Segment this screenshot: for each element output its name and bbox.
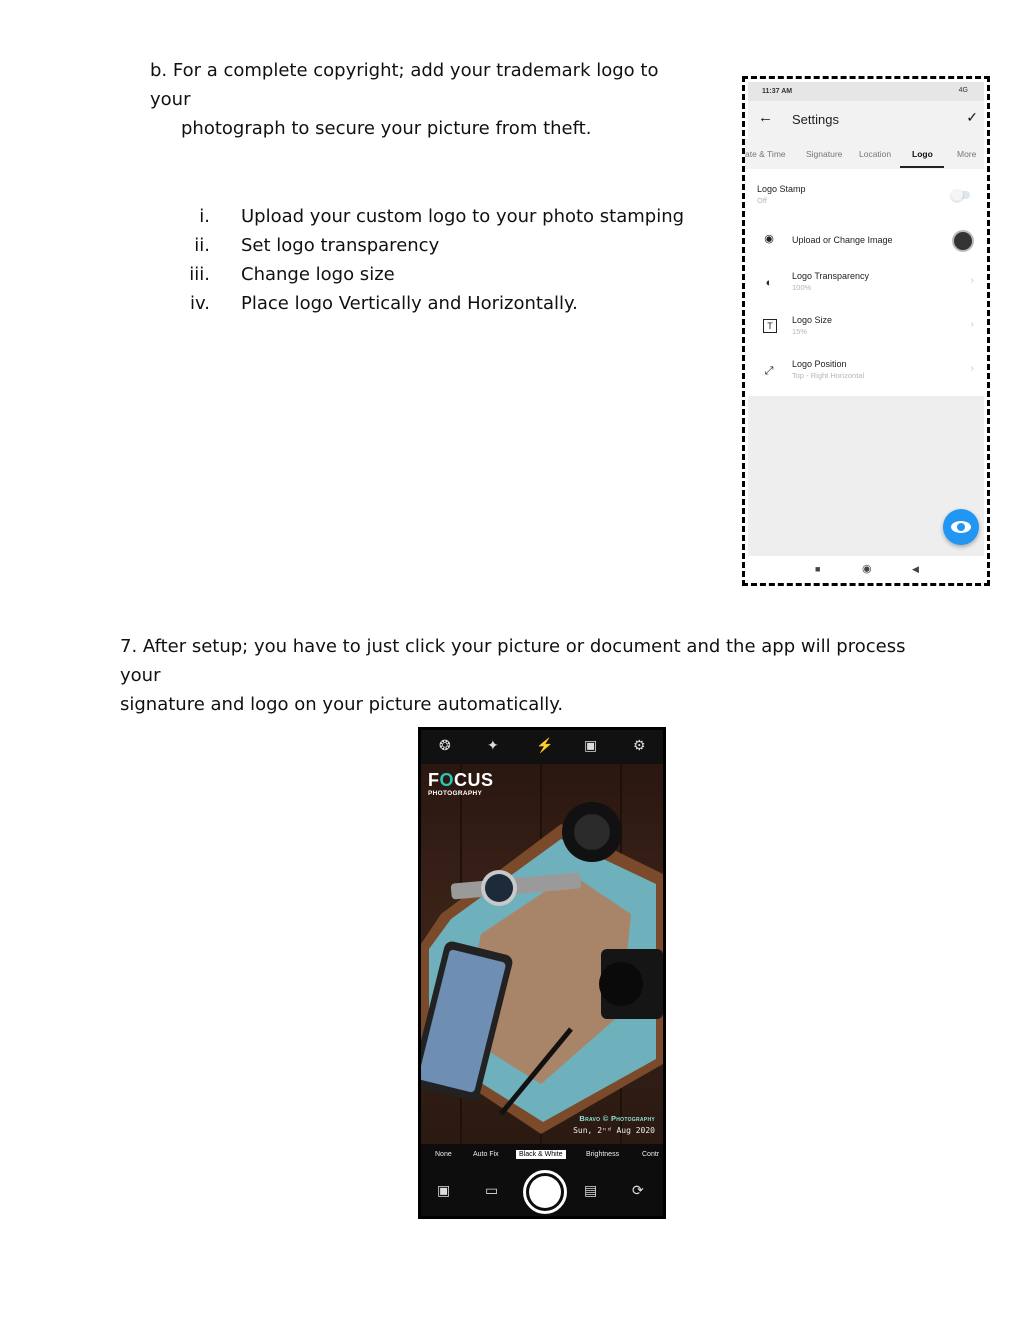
settings-screenshot — [742, 76, 990, 586]
page-title: Settings — [792, 112, 839, 127]
list-item-text: Upload your custom logo to your photo stamping — [241, 206, 685, 227]
settings-tabs — [745, 139, 984, 169]
list-item — [150, 202, 690, 231]
signature-watermark: Bravo © Photography — [579, 1114, 655, 1123]
image-icon: ◉ — [764, 233, 774, 245]
focus-logo-subtitle: PHOTOGRAPHY — [428, 790, 483, 797]
row-subtitle: Off — [757, 196, 767, 205]
status-bar — [748, 82, 984, 101]
list-item — [150, 260, 690, 289]
row-subtitle: Top - Right Horizontal — [792, 371, 865, 380]
tab-signature[interactable]: Signature — [806, 149, 843, 159]
filter-contrast[interactable]: Contr — [642, 1151, 660, 1158]
camera-viewfinder[interactable] — [421, 764, 663, 1144]
tab-date-time[interactable]: ate & Time — [745, 149, 786, 159]
position-arrows-icon: ⤢ — [764, 365, 774, 377]
section-7-line2: signature and logo on your picture automatically. — [120, 694, 564, 715]
preview-eye-button[interactable] — [943, 509, 979, 545]
row-subtitle: 15% — [792, 327, 808, 336]
home-circle-icon[interactable]: ◉ — [862, 563, 872, 575]
row-title: Logo Size — [792, 315, 833, 325]
recents-square-icon[interactable]: ■ — [815, 564, 821, 574]
focus-logo-o: O — [439, 770, 455, 790]
video-camera-icon[interactable]: ▭ — [485, 1182, 499, 1198]
camera-bottom-toolbar — [421, 1166, 663, 1219]
back-triangle-icon[interactable]: ◀ — [912, 564, 919, 574]
row-title: Logo Transparency — [792, 271, 870, 281]
row-title: Logo Stamp — [757, 184, 806, 194]
aperture-icon[interactable]: ❂ — [439, 737, 451, 753]
focus-logo-cus: CUS — [454, 770, 494, 790]
section-b-line1: b. For a complete copyright; add your trademark logo to your — [150, 60, 659, 110]
list-item-text: Change logo size — [241, 264, 395, 285]
chevron-right-icon: › — [970, 363, 974, 374]
enhance-icon[interactable]: ▣ — [584, 737, 598, 753]
list-item-number: iii. — [189, 264, 210, 285]
shutter-button[interactable] — [523, 1170, 567, 1214]
logo-size-row[interactable] — [748, 306, 984, 346]
logo-position-row[interactable] — [748, 350, 984, 390]
tab-location[interactable]: Location — [859, 149, 892, 159]
list-item-text: Place logo Vertically and Horizontally. — [241, 293, 578, 314]
filter-black-white[interactable]: Black & White — [516, 1150, 566, 1159]
eye-pupil — [957, 523, 965, 531]
filter-none[interactable]: None — [435, 1151, 452, 1158]
settings-header — [748, 101, 984, 139]
date-watermark: Sun, 2ⁿᵈ Aug 2020 — [573, 1126, 655, 1135]
list-item — [150, 289, 690, 318]
filter-brightness[interactable]: Brightness — [586, 1151, 620, 1158]
section-7-paragraph — [120, 632, 920, 719]
list-item-number: i. — [199, 206, 210, 227]
photo-scene — [421, 764, 663, 1144]
filter-strip — [421, 1144, 663, 1166]
upload-image-row[interactable] — [748, 218, 984, 258]
filter-auto-fix[interactable]: Auto Fix — [473, 1151, 499, 1158]
logo-stamp-toggle[interactable] — [952, 191, 970, 199]
focus-logo-stamp — [428, 770, 494, 791]
android-nav-bar — [748, 556, 984, 584]
list-item-text: Set logo transparency — [241, 235, 440, 256]
row-title: Logo Position — [792, 359, 847, 369]
status-time: 11:37 AM — [762, 88, 793, 95]
flash-off-icon[interactable]: ⚡ — [536, 737, 554, 753]
list-item-number: ii. — [194, 235, 210, 256]
tab-more[interactable]: More — [957, 149, 977, 159]
focus-logo-f: F — [428, 770, 440, 790]
logo-transparency-row[interactable] — [748, 262, 984, 302]
magic-wand-icon[interactable]: ✦ — [487, 737, 499, 753]
row-subtitle: 100% — [792, 283, 812, 292]
transparency-icon: ◐ — [765, 277, 773, 289]
signal-indicator: 4G — [958, 87, 968, 94]
section-b-paragraph — [150, 56, 690, 143]
active-tab-indicator — [900, 166, 944, 168]
list-item — [150, 231, 690, 260]
text-size-icon: T — [763, 319, 777, 333]
shutter-inner — [529, 1176, 561, 1208]
row-title: Upload or Change Image — [792, 235, 893, 245]
section-7-line1: 7. After setup; you have to just click your picture or document and the app will process your — [120, 636, 906, 686]
check-icon[interactable]: ✓ — [966, 109, 978, 125]
chevron-right-icon: › — [970, 319, 974, 330]
logo-settings-list — [748, 171, 984, 396]
logo-stamp-row[interactable] — [748, 171, 984, 211]
photos-icon[interactable]: ▤ — [584, 1182, 598, 1198]
back-arrow-icon[interactable]: ← — [758, 109, 773, 126]
gear-icon[interactable]: ⚙ — [633, 737, 646, 753]
tab-logo[interactable]: Logo — [912, 149, 933, 159]
camera-screenshot — [418, 727, 666, 1219]
logo-preview-icon — [952, 230, 974, 252]
camera-top-toolbar — [421, 730, 663, 764]
chevron-right-icon: › — [970, 275, 974, 286]
gallery-icon[interactable]: ▣ — [437, 1182, 451, 1198]
section-b-line2: photograph to secure your picture from theft. — [181, 118, 592, 139]
list-item-number: iv. — [190, 293, 210, 314]
switch-camera-icon[interactable]: ⟳ — [632, 1182, 644, 1198]
